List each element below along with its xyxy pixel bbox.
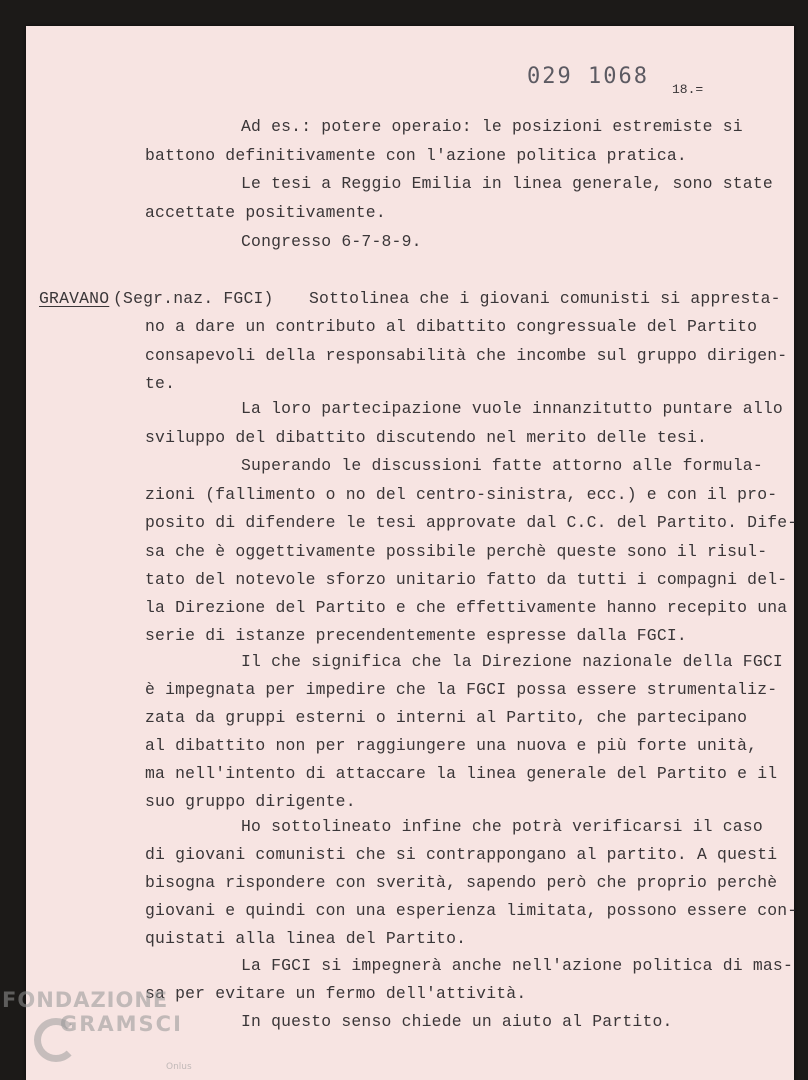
text-line: la Direzione del Partito e che effettivamente hanno recepito una: [145, 598, 788, 617]
text-line: zata da gruppi esterni o interni al Partito, che partecipano: [145, 708, 748, 727]
watermark: [2, 990, 183, 1035]
text-line: zioni (fallimento o no del centro-sinistra, ecc.) e con il pro-: [145, 485, 778, 504]
text-line: bisogna rispondere con sverità, sapendo però che proprio perchè: [145, 873, 778, 892]
text-line: Le tesi a Reggio Emilia in linea generale, sono state: [241, 174, 773, 193]
text-line: Ho sottolineato infine che potrà verificarsi il caso: [241, 817, 763, 836]
text-line: La loro partecipazione vuole innanzitutto puntare allo: [241, 399, 783, 418]
text-line: Superando le discussioni fatte attorno alle formula-: [241, 456, 763, 475]
text-line: Congresso 6-7-8-9.: [241, 232, 422, 251]
text-line: consapevoli della responsabilità che incombe sul gruppo dirigen-: [145, 346, 788, 365]
text-line: al dibattito non per raggiungere una nuova e più forte unità,: [145, 736, 758, 755]
text-line: sviluppo del dibattito discutendo nel merito delle tesi.: [145, 428, 708, 447]
archival-number: 029 1068: [527, 64, 649, 89]
watermark-line2: GRAMSCI: [60, 1012, 183, 1036]
text-line: giovani e quindi con una esperienza limitata, possono essere con-: [145, 901, 798, 920]
text-line: quistati alla linea del Partito.: [145, 929, 467, 948]
text-line: Ad es.: potere operaio: le posizioni estremiste si: [241, 117, 743, 136]
text-line: tato del notevole sforzo unitario fatto da tutti i compagni del-: [145, 570, 788, 589]
watermark-sub: Onlus: [166, 1062, 192, 1072]
text-line: Il che significa che la Direzione nazionale della FGCI: [241, 652, 783, 671]
text-line: sa per evitare un fermo dell'attività.: [145, 984, 527, 1003]
speaker-name: GRAVANO: [39, 289, 110, 308]
text-line: no a dare un contributo al dibattito congressuale del Partito: [145, 317, 758, 336]
text-line: suo gruppo dirigente.: [145, 792, 356, 811]
watermark-line1: FONDAZIONE: [2, 988, 169, 1012]
text-line: accettate positivamente.: [145, 203, 386, 222]
page-number: 18.=: [672, 82, 704, 97]
text-line: te.: [145, 374, 176, 393]
speaker-role: (Segr.naz. FGCI): [113, 289, 274, 308]
text-line: Sottolinea che i giovani comunisti si apprestа-: [309, 289, 781, 308]
text-line: posito di difendere le tesi approvate dal C.C. del Partito. Dife-: [145, 513, 798, 532]
text-line: ma nell'intento di attaccare la linea generale del Partito e il: [145, 764, 778, 783]
text-line: di giovani comunisti che si contrappongano al partito. A questi: [145, 845, 778, 864]
text-line: serie di istanze precendentemente espresse dalla FGCI.: [145, 626, 687, 645]
text-line: sa che è oggettivamente possibile perchè queste sono il risul-: [145, 542, 768, 561]
text-line: La FGCI si impegnerà anche nell'azione politica di mas-: [241, 956, 793, 975]
text-line: In questo senso chiede un aiuto al Partito.: [241, 1012, 673, 1031]
text-line: battono definitivamente con l'azione politica pratica.: [145, 146, 687, 165]
text-line: è impegnata per impedire che la FGCI possa essere strumentaliz-: [145, 680, 778, 699]
